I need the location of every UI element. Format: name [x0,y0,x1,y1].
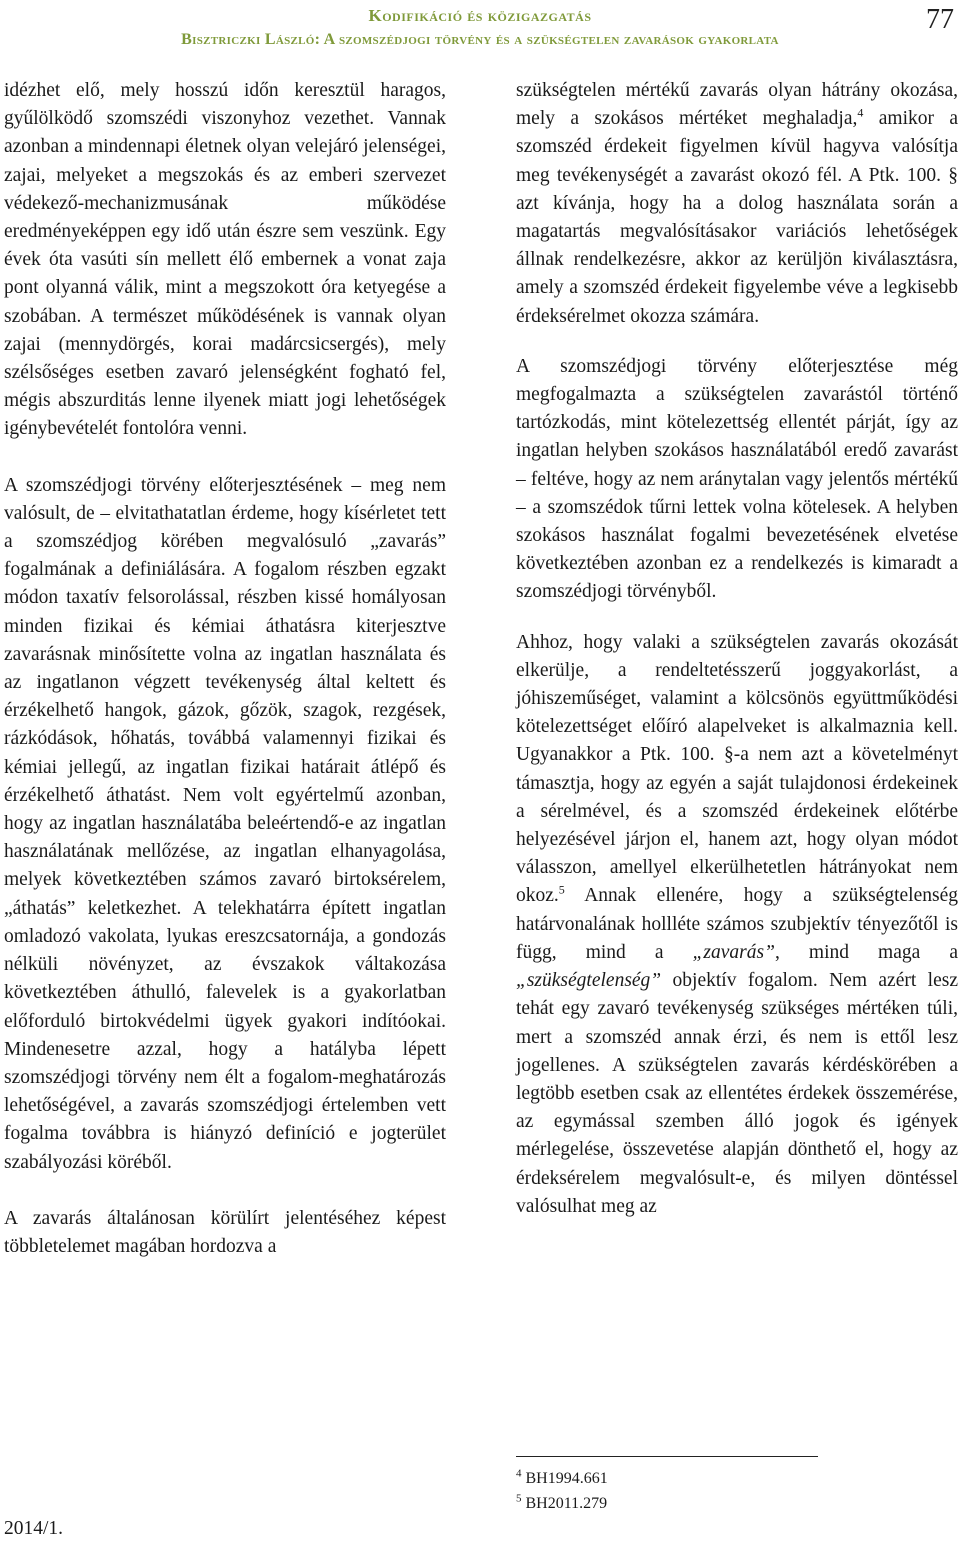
article-running-title: Bisztriczki László: A szomszédjogi törvény és a szükségtelen zavarások gyakorlata [181,31,779,48]
paragraph-text: Ahhoz, hogy valaki a szükségtelen zavarás okozását elkerülje, a rendeltetésszerű joggyakorlást, a jóhiszeműséget, valamint a kölcsönös együttműködési kötelezettséget előíró alapelveket is alkalmaznia kell. Ugyanakkor a Ptk. 100. §-a nem azt a követelményt támasztja, hogy az egyén a saját tulajdonosi érdekeinek a sérelmével, és a szomszéd érdekeinek előtérbe helyezésével járjon el, hanem azt, hogy olyan módot válasszon, amellyel elkerülhetetlen hátrányokat nem okoz. [516,631,958,907]
paragraph [516,77,958,331]
emphasized-term: „szükségtelenség” [516,970,662,992]
paragraph-text: , mind maga a [774,941,959,963]
page-number: 77 [926,4,954,35]
paragraph [516,629,958,1221]
right-column [516,77,958,1221]
paragraph-text: A szomszédjogi törvény előterjesztésének – meg nem valósult, de – elvitathatatlan érdeme, hogy kísérletet tett a szomszédjog körében megvalósuló „zavarás” fogalmának a definiálására. A fogalom részben egzakt módon taxatív felsorolással, részben kissé homályosan minden fizikai és kémiai áthatásra kiterjesztve zavarásnak minősítette volna az ingatlan használata és az ingatlanon végzett tevékenység által keltett és érzékelhető hangok, gázok, gőzök, szagok, rezgések, rázkódások, hőhatás, továbbá valamennyi fizikai és kémiai jellegű, az ingatlan fizikai határait átlépő és érzékelhető áthatást. Nem volt egyértelmű azonban, hogy az ingatlan használatába beleértendő-e az ingatlan használatának mellőzése, az ingatlan elhanyagolása, melyek következtében számos zavaró birtoksérelem, „áthatás” keletkezhet. A telekhatárra épített ingatlan omladozó vakolata, lyukas ereszcsatornája, a gondozás nélküli növényzet, az évszakok váltakozása következtében áthulló, falevelek is a gyakorlatban előforduló birtokvédelmi ügyek gyakori indítóokai. Mindenesetre azzal, hogy a hatályba lépett szomszédjogi törvény nem élt a fogalom-meghatározás lehetőségével, a zavarás szomszédjogi értelemben vett fogalma továbbra is hiányzó definíció e jogterület szabályozási köréből. [4,474,446,1173]
emphasized-term: „zavarás” [692,941,775,963]
journal-title: Kodifikáció és közigazgatás [368,6,592,25]
paragraph-text: objektív fogalom. Nem azért lesz tehát egy zavaró tevékenység szükséges mértéken túli, mert a szomszéd annak érzi, és nem is ettől lesz jogellenes. A szükségtelen zavarás kérdéskörében a legtöbb esetben csak az ellentétes érdekek összemérése, az egymással szemben álló jogok és igények mérlegelése, összevetése alapján dönthető el, hogy az érdeksérelem megvalósult-e, és milyen döntéssel valósulhat meg az [516,970,958,1217]
footnote-text: BH2011.279 [525,1495,608,1512]
footnote-number: 4 [516,1467,522,1480]
footnote-ref[interactable]: 5 [558,882,565,897]
footnote-text: BH1994.661 [525,1470,608,1487]
footnotes [516,1466,608,1516]
paragraph-text: amikor a szomszéd érdekeit figyelmen kívül hagyva valósítja meg tevékenységét a zavarást okozó fél. A Ptk. 100. § azt kívánja, hogy ha a dolog használata során a magatartás megvalósításakor variációs lehetőségek állnak rendelkezésre, akkor az kerüljön kiválasztásra, amely a szomszéd érdekeit figyelembe véve a legkisebb érdeksérelmet okozza számára. [516,108,959,327]
footnote-item [516,1466,608,1491]
paragraph: A szomszédjogi törvény előterjesztése még megfogalmazta a szükségtelen zavarástól történő tartózkodás, mint kötelezettség ellentét párját, így az ingatlan helyben szokásos használatából eredő zavarást – feltéve, hogy az nem aránytalan vagy jelentős mértékű – a szomszédok tűrni lettek volna kötelesek. A helyben szokásos használat fogalmi bevezetésének elvetése következtében azonban ez a rendelkezés is kimaradt a szomszédjogi törvényből. [516,355,958,603]
footnote-item [516,1491,608,1516]
footnote-ref[interactable]: 4 [857,105,864,120]
paragraph [4,472,446,1177]
paragraph: A zavarás általánosan körülírt jelentéséhez képest többletelemet magában hordozva a [4,1207,446,1257]
paragraph: idézhet elő, mely hosszú időn keresztül haragos, gyűlölködő szomszédi viszonyhoz vezethet. Vannak azonban a mindennapi életnek olyan velejáró jelenségei, zajai, melyeket a megszokás és az emberi szervezet védekező-mechanizmusának működése eredményeképpen egy idő után észre sem veszünk. Egy évek óta vasúti sín mellett élő embernek a vonat zaja pont olyanná válik, mint a megszokott óra ketyegése a szobában. A természet működésének is vannak olyan zajai (mennydörgés, korai madárcsicsergés), mely szélsőséges esetben zavaró jelenségként fogható fel, mégis abszurditás lenne ilyenek miatt jogi lehetőségek igénybevételét fontolóra venni. [4,80,446,440]
footnote-divider [516,1456,818,1457]
left-column [4,77,446,1261]
paragraph-text: szükségtelen mértékű zavarás olyan hátrány okozása, mely a szokásos mértéket meghaladja, [516,80,958,130]
paragraph-text: Annak ellenére, hogy a szükségtelenség határvonalának hollléte számos szubjektív tényezőtől is függ, mind a [516,885,958,963]
footnote-number: 5 [516,1492,522,1505]
issue-label: 2014/1. [4,1518,64,1539]
